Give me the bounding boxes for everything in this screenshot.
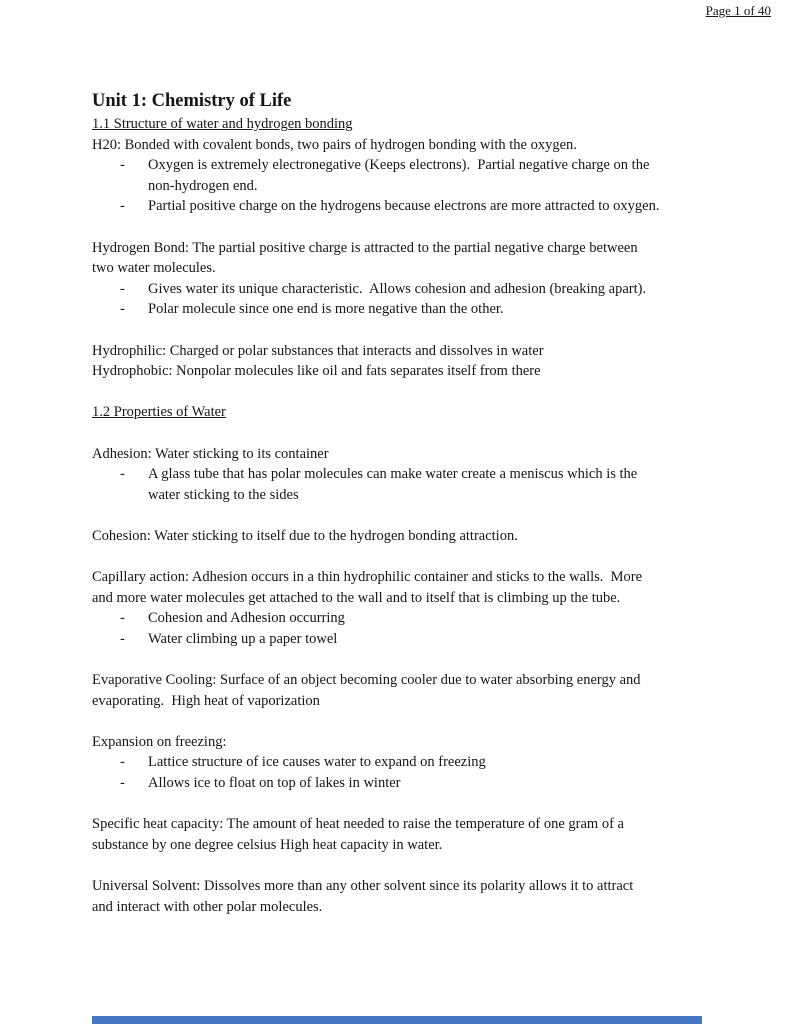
paragraph <box>92 361 708 382</box>
text-line: and more water molecules get attached to the wall and to itself that is climbing up the tube. <box>92 589 621 606</box>
text-line: two water molecules. <box>92 260 216 277</box>
text-line: Capillary action: Adhesion occurs in a thin hydrophilic container and sticks to the walls. More <box>92 569 643 586</box>
bullet-text-line: Allows ice to float on top of lakes in winter <box>148 775 401 791</box>
bullet-list <box>92 464 708 505</box>
section-heading <box>92 114 708 135</box>
bullet-marker: - <box>120 280 125 297</box>
paragraph <box>92 814 708 855</box>
bullet-marker: - <box>120 301 125 318</box>
text-line: Cohesion: Water sticking to itself due to the hydrogen bonding attraction. <box>92 527 518 544</box>
text-line: evaporating. High heat of vaporization <box>92 692 320 709</box>
bullet-marker: - <box>120 610 125 627</box>
bullet-marker: - <box>120 198 125 215</box>
paragraph <box>92 238 708 279</box>
bullet-item <box>92 196 708 217</box>
text-line: 1.1 Structure of water and hydrogen bonding <box>92 116 353 132</box>
bullet-item <box>92 155 708 196</box>
blank-line <box>92 855 708 876</box>
document-title: Unit 1: Chemistry of Life <box>92 91 292 111</box>
paragraph <box>92 341 708 362</box>
paragraph <box>92 670 708 711</box>
bullet-list <box>92 608 708 649</box>
text-line: Hydrogen Bond: The partial positive charge is attracted to the partial negative charge between <box>92 239 638 256</box>
bullet-marker: - <box>120 775 125 791</box>
bullet-item <box>92 279 708 300</box>
blank-line <box>92 794 708 815</box>
bullet-text-line: A glass tube that has polar molecules can make water create a meniscus which is the <box>148 466 638 483</box>
paragraph <box>92 567 708 608</box>
bullet-item <box>92 299 708 320</box>
text-line: Specific heat capacity: The amount of heat needed to raise the temperature of one gram of a <box>92 816 624 833</box>
document-content <box>92 88 708 917</box>
bullet-text-line: Oxygen is extremely electronegative (Keeps electrons). Partial negative charge on the <box>148 157 650 174</box>
bullet-list <box>92 752 708 793</box>
bottom-accent-bar <box>92 1016 702 1024</box>
document-blocks <box>92 114 708 917</box>
bullet-item <box>92 608 708 629</box>
bullet-text-line: Gives water its unique characteristic. Allows cohesion and adhesion (breaking apart). <box>148 280 647 297</box>
text-line: and interact with other polar molecules. <box>92 898 323 915</box>
bullet-marker: - <box>120 466 125 483</box>
text-line: 1.2 Properties of Water <box>92 404 226 421</box>
text-line: Hydrophilic: Charged or polar substances that interacts and dissolves in water <box>92 342 544 359</box>
bullet-text-line: Polar molecule since one end is more negative than the other. <box>148 301 504 318</box>
bullet-text-line: Cohesion and Adhesion occurring <box>148 610 345 627</box>
text-line: Universal Solvent: Dissolves more than any other solvent since its polarity allows it to attract <box>92 877 634 894</box>
blank-line <box>92 320 708 341</box>
bullet-item <box>92 773 708 794</box>
paragraph <box>92 135 708 156</box>
blank-line <box>92 649 708 670</box>
paragraph <box>92 526 708 547</box>
blank-line <box>92 505 708 526</box>
section-heading <box>92 402 708 423</box>
bullet-list <box>92 155 708 217</box>
bullet-item <box>92 629 708 650</box>
text-line: Evaporative Cooling: Surface of an object becoming cooler due to water absorbing energy and <box>92 672 641 689</box>
bullet-text-line: Water climbing up a paper towel <box>148 630 338 647</box>
blank-line <box>92 217 708 238</box>
blank-line <box>92 423 708 444</box>
bullet-text-line: non-hydrogen end. <box>148 177 258 194</box>
bullet-marker: - <box>120 157 125 174</box>
bullet-marker: - <box>120 754 125 771</box>
paragraph <box>92 876 708 917</box>
text-line: Hydrophobic: Nonpolar molecules like oil and fats separates itself from there <box>92 363 541 380</box>
bullet-marker: - <box>120 630 125 647</box>
bullet-text-line: water sticking to the sides <box>148 486 299 503</box>
bullet-text-line: Partial positive charge on the hydrogens because electrons are more attracted to oxygen. <box>148 198 660 215</box>
bullet-text-line: Lattice structure of ice causes water to expand on freezing <box>148 754 486 771</box>
blank-line <box>92 546 708 567</box>
page-number-indicator: Page 1 of 40 <box>705 3 771 18</box>
blank-line <box>92 382 708 403</box>
paragraph <box>92 444 708 465</box>
blank-line <box>92 711 708 732</box>
bullet-list <box>92 279 708 320</box>
text-line: Adhesion: Water sticking to its container <box>92 445 329 462</box>
bullet-item <box>92 464 708 505</box>
text-line: substance by one degree celsius High heat capacity in water. <box>92 836 443 853</box>
bullet-item <box>92 752 708 773</box>
text-line: H20: Bonded with covalent bonds, two pairs of hydrogen bonding with the oxygen. <box>92 136 577 153</box>
text-line: Expansion on freezing: <box>92 733 227 750</box>
paragraph <box>92 732 708 753</box>
